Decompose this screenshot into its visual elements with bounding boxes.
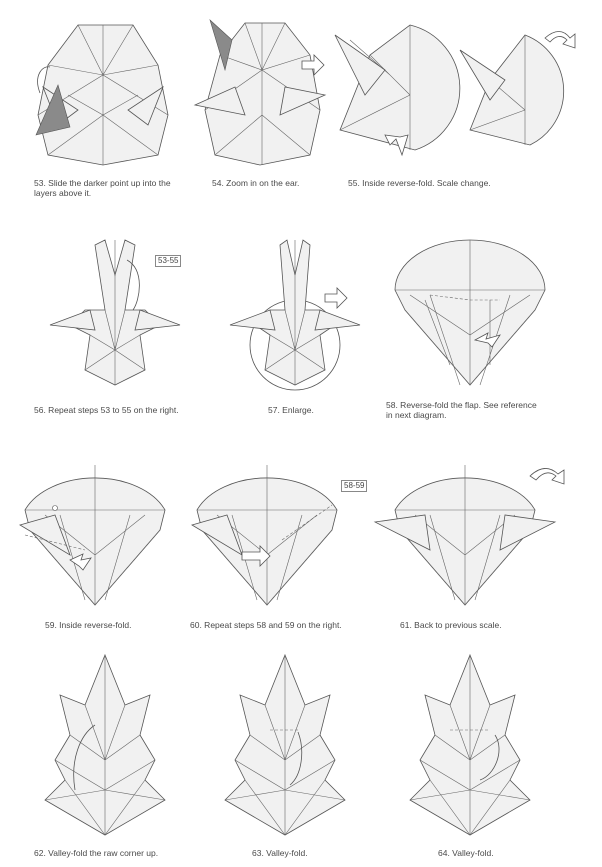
step-54-caption: 54. Zoom in on the ear. xyxy=(212,178,300,188)
step-55-diagram xyxy=(330,15,450,175)
step-60-ref-label: 58-59 xyxy=(341,480,367,492)
step-59-diagram xyxy=(15,460,175,610)
step-61-diagram xyxy=(370,460,575,610)
step-56-caption: 56. Repeat steps 53 to 55 on the right. xyxy=(34,405,179,415)
step-64-diagram xyxy=(395,650,545,840)
step-58-diagram xyxy=(380,235,560,390)
step-62-diagram xyxy=(25,650,185,840)
step-63-diagram xyxy=(210,650,360,840)
step-61-caption: 61. Back to previous scale. xyxy=(400,620,502,630)
step-55b-diagram xyxy=(455,20,580,170)
step-57-caption: 57. Enlarge. xyxy=(268,405,314,415)
step-62-caption: 62. Valley-fold the raw corner up. xyxy=(34,848,159,858)
step-53-diagram xyxy=(28,15,178,175)
step-59-caption: 59. Inside reverse-fold. xyxy=(45,620,132,630)
step-60-caption: 60. Repeat steps 58 and 59 on the right. xyxy=(190,620,342,630)
step-57-diagram xyxy=(225,230,365,390)
step-54-diagram xyxy=(190,15,325,175)
step-53-caption: 53. Slide the darker point up into the layers above it. xyxy=(34,178,171,198)
step-56-diagram xyxy=(45,230,185,390)
step-64-caption: 64. Valley-fold. xyxy=(438,848,494,858)
step-60-diagram xyxy=(182,460,352,610)
step-58-caption: 58. Reverse-fold the flap. See reference in next diagram. xyxy=(386,400,537,420)
step-56-ref-label: 53-55 xyxy=(155,255,181,267)
step-63-caption: 63. Valley-fold. xyxy=(252,848,308,858)
step-55-caption: 55. Inside reverse-fold. Scale change. xyxy=(348,178,491,188)
